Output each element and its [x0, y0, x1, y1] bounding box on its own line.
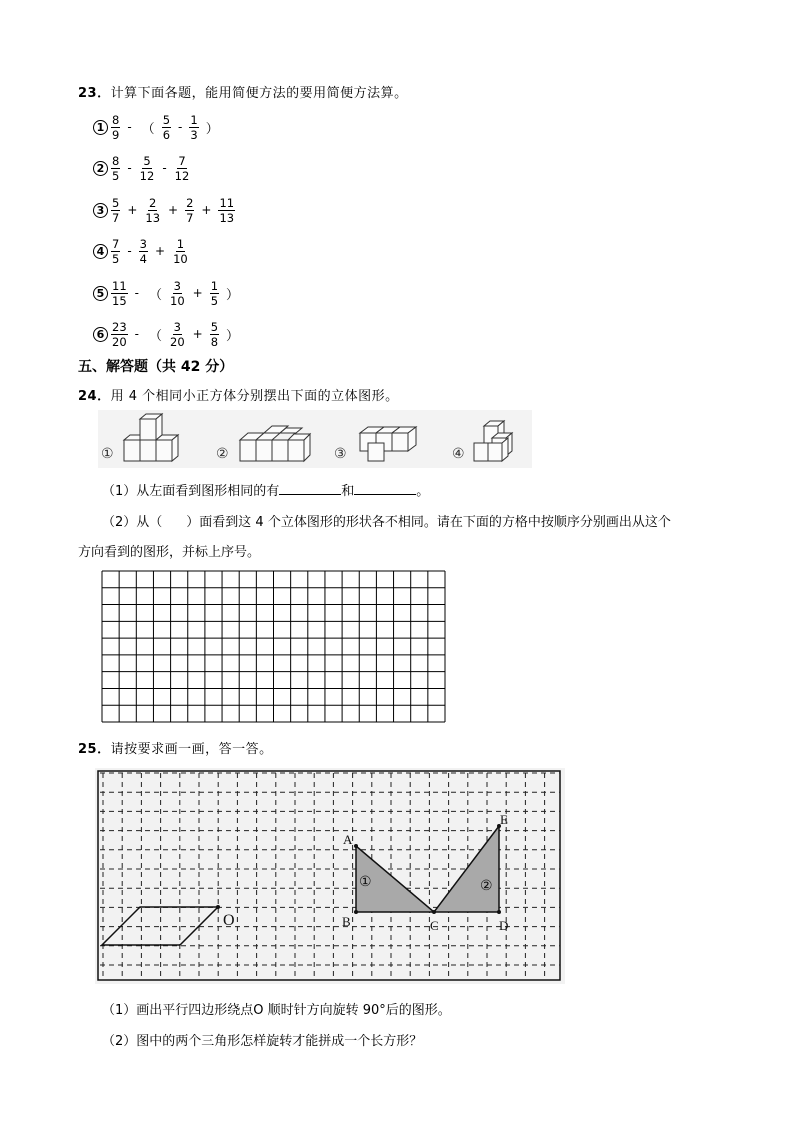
operator: -	[127, 244, 132, 258]
q24-sub2-line1	[102, 511, 671, 530]
q23-number: 23．	[78, 86, 111, 101]
numerator: 7	[178, 153, 186, 168]
parenthesis: （	[148, 328, 162, 344]
q23-expression-2	[93, 151, 192, 185]
fraction	[210, 279, 219, 308]
denominator: 20	[112, 334, 127, 349]
operator: +	[168, 203, 179, 217]
fraction	[174, 154, 191, 183]
denominator: 7	[186, 210, 194, 225]
fraction	[111, 154, 120, 183]
numerator: 11	[112, 278, 127, 293]
point-a	[354, 844, 358, 848]
fraction	[111, 237, 120, 266]
numerator: 1	[210, 278, 219, 293]
operator: -	[178, 120, 183, 134]
point-o	[216, 905, 220, 909]
operator: -	[127, 120, 132, 134]
fraction	[218, 196, 235, 225]
point-b	[354, 910, 358, 914]
q24-sub2-text-a: （2）从（	[102, 515, 163, 530]
operator: +	[192, 327, 203, 341]
numerator: 1	[176, 236, 185, 251]
item-number-badge: 4	[93, 244, 108, 259]
numerator: 2	[149, 195, 157, 210]
operator: -	[127, 161, 132, 175]
triangle-1-label: ①	[359, 875, 372, 890]
fraction	[139, 237, 148, 266]
operator: -	[162, 161, 167, 175]
q24-sub1	[102, 480, 429, 499]
figure-label-4: ④	[452, 446, 465, 462]
point-d	[497, 910, 501, 914]
denominator: 13	[219, 210, 235, 225]
fraction	[111, 196, 120, 225]
q23-expression-4	[93, 234, 191, 268]
fraction	[144, 196, 161, 225]
denominator: 7	[112, 210, 120, 225]
q24-cube-figures	[98, 410, 532, 468]
operator: -	[134, 286, 139, 300]
numerator: 3	[173, 278, 181, 293]
q24-sub2-line2: 方向看到的图形，并标上序号。	[78, 545, 261, 560]
numerator: 5	[162, 112, 171, 127]
item-number-badge: 5	[93, 286, 108, 301]
item-number-badge: 6	[93, 327, 108, 342]
answer-blank-1[interactable]	[279, 482, 341, 495]
q23-expression-6	[93, 317, 244, 351]
numerator: 3	[173, 319, 181, 334]
item-number-badge: 2	[93, 161, 108, 176]
parenthesis: （	[141, 121, 155, 137]
q23-heading	[78, 82, 408, 101]
operator: -	[134, 327, 139, 341]
triangle-2-label: ②	[480, 879, 493, 894]
denominator: 6	[162, 127, 171, 142]
label-b: B	[342, 914, 351, 929]
numerator: 5	[143, 153, 151, 168]
fraction	[111, 279, 128, 308]
denominator: 9	[112, 127, 120, 142]
operator: +	[201, 203, 212, 217]
parenthesis: ）	[226, 328, 240, 344]
point-c	[432, 910, 436, 914]
numerator: 5	[210, 319, 219, 334]
q25-prompt: 请按要求画一画，答一答。	[110, 742, 273, 757]
fraction	[189, 113, 198, 142]
fraction	[139, 154, 156, 183]
numerator: 3	[139, 236, 147, 251]
label-c: C	[430, 918, 439, 933]
figure-label-2: ②	[216, 446, 229, 462]
item-number-badge: 1	[93, 120, 108, 135]
q23-expression-5	[93, 276, 244, 310]
fraction	[172, 237, 189, 266]
numerator: 1	[190, 112, 198, 127]
denominator: 3	[190, 127, 198, 142]
numerator: 5	[112, 195, 120, 210]
q25-sub2: （2）图中的两个三角形怎样旋转才能拼成一个长方形？	[102, 1034, 423, 1049]
denominator: 10	[173, 251, 188, 266]
denominator: 13	[145, 210, 161, 225]
q23-prompt: 计算下面各题，能用简便方法的要用简便方法算。	[110, 86, 408, 101]
figure-label-1: ①	[101, 446, 114, 462]
denominator: 4	[139, 251, 147, 266]
denominator: 5	[112, 168, 120, 183]
q24-sub1-and: 和	[341, 484, 355, 499]
label-d: D	[499, 918, 509, 933]
label-o: O	[223, 912, 235, 929]
answer-blank-2[interactable]	[354, 482, 416, 495]
denominator: 12	[174, 168, 190, 183]
denominator: 12	[139, 168, 155, 183]
q24-sub2-text-b: ）面看到这 4 个立体图形的形状各不相同。请在下面的方格中按顺序分别画出从这个	[186, 515, 671, 530]
numerator: 7	[112, 236, 120, 251]
operator: +	[127, 203, 138, 217]
numerator: 23	[112, 319, 127, 334]
fraction	[185, 196, 194, 225]
figure-label-3: ③	[334, 446, 347, 462]
fraction	[210, 320, 219, 349]
parenthesis: ）	[205, 121, 219, 137]
denominator: 20	[170, 334, 185, 349]
fraction	[111, 113, 120, 142]
denominator: 5	[210, 293, 219, 308]
label-a: A	[343, 832, 353, 847]
q25-sub1: （1）画出平行四边形绕点O 顺时针方向旋转 90°后的图形。	[102, 1003, 451, 1018]
fraction	[169, 279, 186, 308]
q24-heading	[78, 385, 399, 404]
operator: +	[192, 286, 203, 300]
numerator: 8	[112, 112, 120, 127]
q24-prompt: 用 4 个相同小正方体分别摆出下面的立体图形。	[110, 389, 399, 404]
item-number-badge: 3	[93, 203, 108, 218]
numerator: 2	[186, 195, 194, 210]
parenthesis: （	[148, 287, 162, 303]
q24-drawing-grid[interactable]	[101, 570, 446, 723]
section-5-title: 五、解答题（共 42 分）	[78, 359, 234, 375]
q24-sub1-text: （1）从左面看到图形相同的有	[102, 484, 280, 499]
fraction	[162, 113, 171, 142]
q25-heading	[78, 738, 273, 757]
numerator: 11	[219, 195, 235, 210]
q24-sub1-end: 。	[416, 484, 430, 499]
fraction	[169, 320, 186, 349]
fraction	[111, 320, 128, 349]
q25-number: 25．	[78, 742, 111, 757]
parenthesis: ）	[226, 287, 240, 303]
denominator: 15	[112, 293, 127, 308]
q23-expression-3	[93, 193, 237, 227]
denominator: 8	[210, 334, 219, 349]
label-e: E	[500, 812, 508, 827]
q23-expression-1	[93, 110, 224, 144]
q25-rotation-figure	[95, 768, 565, 984]
numerator: 8	[112, 153, 120, 168]
denominator: 10	[170, 293, 185, 308]
operator: +	[155, 244, 166, 258]
denominator: 5	[112, 251, 120, 266]
q24-number: 24．	[78, 389, 111, 404]
